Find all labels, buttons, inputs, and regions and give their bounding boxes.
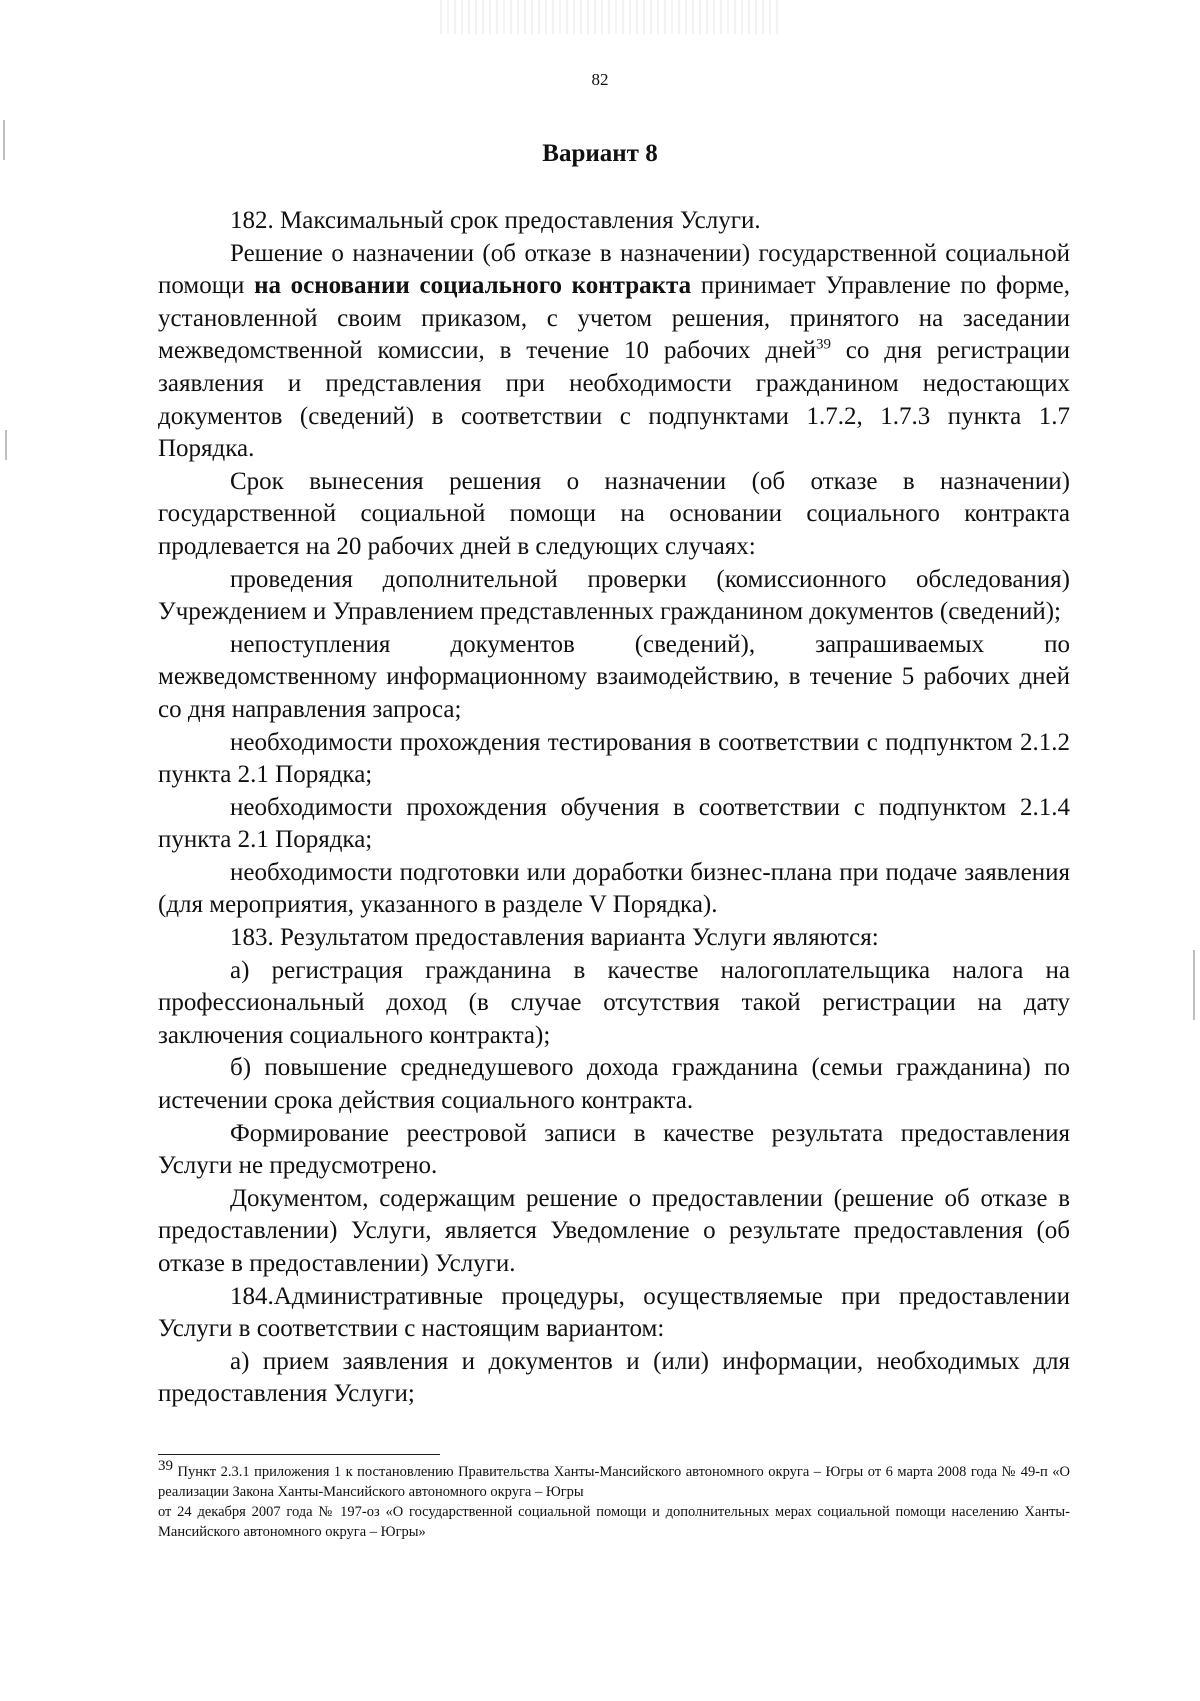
paragraph: а) регистрация гражданина в качестве налогоплательщика налога на профессиональный доход (в случае отсутствия такой регистрации на дату заключения социального контракта);	[158, 956, 1070, 1049]
paragraph: необходимости прохождения обучения в соответствии с подпунктом 2.1.4 пункта 2.1 Порядка;	[158, 793, 1070, 854]
paragraph: необходимости подготовки или доработки бизнес-плана при подаче заявления (для мероприятия, указанного в разделе V Порядка).	[158, 858, 1070, 919]
paragraph: проведения дополнительной проверки (комиссионного обследования) Учреждением и Управлением представленных гражданином документов (сведений);	[158, 565, 1070, 626]
scan-edge-mark	[5, 430, 7, 460]
paragraph: а) прием заявления и документов и (или) информации, необходимых для предоставления Услуги;	[158, 1347, 1070, 1408]
paragraph	[158, 238, 1070, 466]
paragraph: Формирование реестровой записи в качестве результата предоставления Услуги не предусмотрено.	[158, 1119, 1070, 1180]
footnote-line: от 24 декабря 2007 года № 197-оз «О государственной социальной помощи и дополнительных мерах социальной помощи населению Ханты-Мансийского автономного округа – Югры»	[158, 1504, 1070, 1540]
paragraph: необходимости прохождения тестирования в соответствии с подпунктом 2.1.2 пункта 2.1 Порядка;	[158, 728, 1070, 789]
document-body	[158, 205, 1070, 1411]
paragraph: б) повышение среднедушевого дохода гражданина (семьи гражданина) по истечении срока действия социального контракта.	[158, 1054, 1070, 1115]
scan-noise	[440, 0, 780, 34]
page-number: 82	[591, 70, 609, 89]
paragraph: Документом, содержащим решение о предоставлении (решение об отказе в предоставлении) Услуги, является Уведомление о результате предоставления (об отказе в предоставлении) Услуги.	[158, 1184, 1070, 1277]
footnote-number: 39	[158, 1458, 173, 1475]
paragraph: 182. Максимальный срок предоставления Услуги.	[230, 207, 761, 234]
text-span: со дня регистрации заявления и представления при необходимости гражданином недостающих документов (сведений) в соответствии с подпунктами 1.7.2, 1.7.3 пункта 1.7 Порядка.	[158, 337, 1071, 463]
footnote-text: Пункт 2.3.1 приложения 1 к постановлению Правительства Ханты-Мансийского автономного округа – Югры от 6 марта 2008 года № 49-п «О реализации Закона Ханты-Мансийского автономного округа – Югры	[158, 1464, 1070, 1500]
bold-text: на основании социального контракта	[254, 272, 692, 300]
footnote-divider	[158, 1454, 440, 1455]
footnote-line	[158, 1458, 1070, 1502]
paragraph: 183. Результатом предоставления варианта Услуги являются:	[230, 924, 879, 952]
section-heading: Вариант 8	[542, 140, 658, 167]
footnote	[158, 1458, 1070, 1542]
text-span: Решение о назначении (об отказе в назначении) государственной социальной помощи	[158, 239, 1070, 300]
paragraph: 184.Административные процедуры, осуществляемые при предоставлении Услуги в соответствии с настоящим вариантом:	[158, 1282, 1070, 1343]
footnote-reference: 39	[815, 337, 831, 354]
text-span: принимает Управление по форме, установленной своим приказом, с учетом решения, принятого на заседании межведомственной комиссии, в течение 10 рабочих дней	[158, 272, 1070, 365]
scan-edge-mark	[1193, 950, 1195, 1020]
paragraph: Срок вынесения решения о назначении (об отказе в назначении) государственной социальной помощи на основании социального контракта продлевается на 20 рабочих дней в следующих случаях:	[158, 467, 1070, 560]
paragraph: непоступления документов (сведений), запрашиваемых по межведомственному информационному взаимодействию, в течение 5 рабочих дней со дня направления запроса;	[158, 630, 1070, 723]
